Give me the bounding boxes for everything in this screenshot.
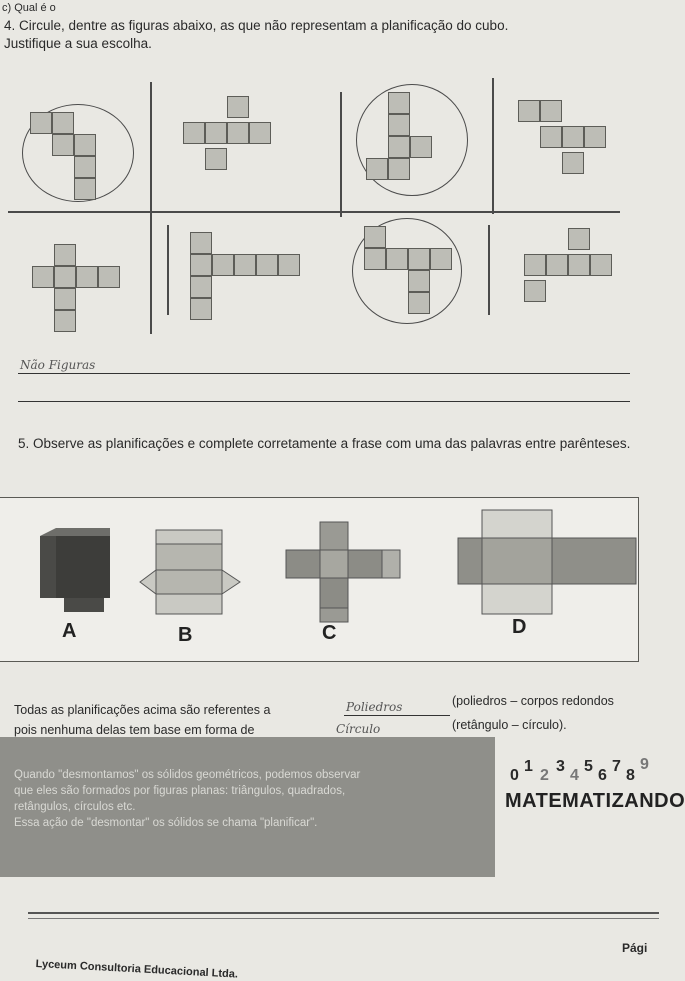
- net-c-drawing: [284, 520, 402, 624]
- sentence-2-start: pois nenhuma delas tem base em forma de: [14, 723, 255, 737]
- badge-title: MATEMATIZANDO: [505, 790, 685, 812]
- net-b-drawing: [134, 528, 246, 620]
- grid-divider-vertical-5: [488, 225, 490, 315]
- info-line-4: Essa ação de "desmontar" os sólidos se chama "planificar".: [14, 817, 318, 829]
- net-d-drawing: [456, 508, 638, 620]
- info-box: [0, 737, 495, 877]
- net-a-drawing: [36, 518, 126, 618]
- net-b-label: B: [178, 624, 193, 646]
- question-5-number: 5.: [18, 436, 30, 451]
- grid-divider-vertical-4: [167, 225, 169, 315]
- grid-divider-vertical-1: [150, 82, 152, 334]
- previous-question-fragment: c) Qual é o: [2, 2, 56, 14]
- page-label: Pági: [622, 941, 648, 955]
- sentence-1-blank-line: [344, 715, 450, 716]
- badge-digit-3: 3: [556, 758, 565, 775]
- net-a-label: A: [62, 620, 77, 642]
- sentence-1-answer[interactable]: Poliedros: [346, 700, 403, 714]
- question-5: [18, 436, 653, 452]
- question-4-justify: Justifique a sua escolha.: [4, 36, 152, 51]
- badge-digit-7: 7: [612, 758, 621, 775]
- grid-divider-vertical-3: [492, 78, 494, 214]
- question-5-figures-box: [0, 497, 639, 662]
- badge-digit-4: 4: [570, 767, 579, 784]
- question-4-prompt: Circule, dentre as figuras abaixo, as que não representam a planificação do cubo.: [19, 18, 509, 33]
- badge-digit-5: 5: [584, 758, 593, 775]
- badge-digit-9: 9: [640, 756, 649, 773]
- badge-digit-2: 2: [540, 767, 549, 784]
- footer-rule: [28, 912, 659, 914]
- question-4-number: 4.: [4, 18, 16, 33]
- info-line-2: que eles são formados por figuras planas: triângulos, quadrados,: [14, 785, 346, 797]
- answer-line-1: [18, 373, 630, 374]
- answer-line-2: [18, 401, 630, 402]
- sentence-1-start: Todas as planificações acima são referentes a: [14, 703, 271, 717]
- question-5-prompt: Observe as planificações e complete corretamente a frase com uma das palavras entre parênteses.: [33, 436, 631, 451]
- footer-rule-2: [28, 918, 659, 919]
- info-line-1: Quando "desmontamos" os sólidos geométricos, podemos observar: [14, 769, 361, 781]
- grid-divider-vertical-2: [340, 92, 342, 217]
- question-4-answer[interactable]: Não Figuras: [20, 358, 96, 372]
- badge-digit-8: 8: [626, 767, 635, 784]
- badge-digit-0: 0: [510, 767, 519, 784]
- publisher-name: Lyceum Consultoria Educacional Ltda.: [35, 958, 239, 981]
- net-c-label: C: [322, 622, 337, 644]
- sentence-1-options: (poliedros – corpos redondos: [452, 694, 614, 708]
- sentence-2-answer[interactable]: Círculo: [336, 722, 381, 736]
- grid-divider-horizontal: [8, 211, 620, 213]
- badge-digit-6: 6: [598, 767, 607, 784]
- badge-digit-1: 1: [524, 758, 533, 775]
- net-d-label: D: [512, 616, 527, 638]
- sentence-2-options: (retângulo – círculo).: [452, 718, 567, 732]
- info-line-3: retângulos, círculos etc.: [14, 801, 136, 813]
- question-4: [4, 18, 508, 34]
